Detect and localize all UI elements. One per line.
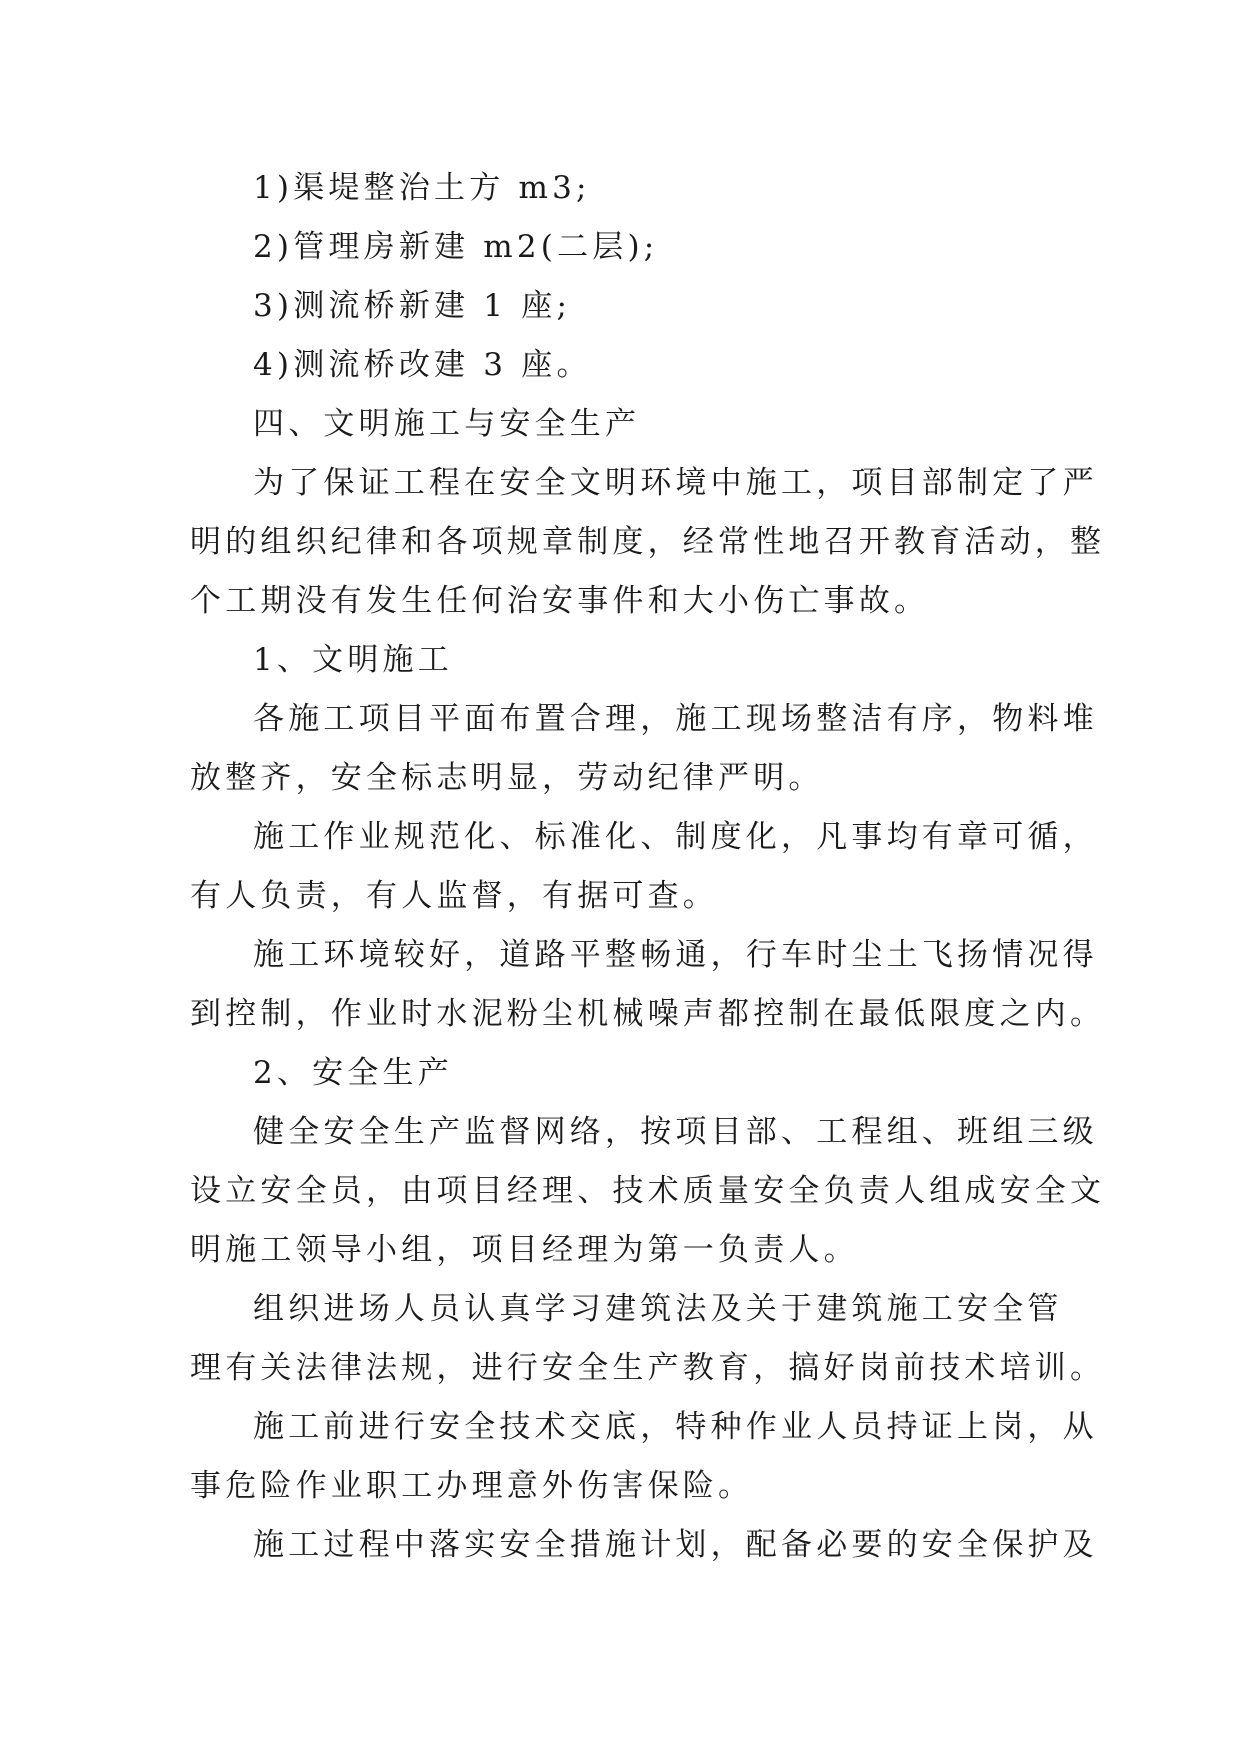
paragraph-line: 事危险作业职工办理意外伤害保险。	[190, 1468, 754, 1504]
paragraph-line: 各施工项目平面布置合理，施工现场整洁有序，物料堆	[253, 701, 1098, 737]
paragraph-line: 到控制，作业时水泥粉尘机械噪声都控制在最低限度之内。	[190, 996, 1106, 1032]
paragraph-line: 组织进场人员认真学习建筑法及关于建筑施工安全管	[253, 1291, 1063, 1327]
paragraph-line: 放整齐，安全标志明显，劳动纪律严明。	[190, 760, 824, 796]
paragraph-line: 明施工领导小组，项目经理为第一负责人。	[190, 1232, 859, 1268]
paragraph-line: 设立安全员，由项目经理、技术质量安全负责人组成安全文	[190, 1173, 1106, 1209]
subsection-heading: 1、文明施工	[253, 642, 453, 678]
paragraph-line: 理有关法律法规，进行安全生产教育，搞好岗前技术培训。	[190, 1350, 1106, 1386]
paragraph-line: 施工环境较好，道路平整畅通，行车时尘土飞扬情况得	[253, 937, 1098, 973]
paragraph-line: 健全安全生产监督网络，按项目部、工程组、班组三级	[253, 1114, 1098, 1150]
paragraph-line: 有人负责，有人监督，有据可查。	[190, 878, 718, 914]
section-heading: 四、文明施工与安全生产	[253, 406, 641, 442]
paragraph-line: 施工过程中落实安全措施计划，配备必要的安全保护及	[253, 1527, 1098, 1563]
list-item: 3)测流桥新建 1 座;	[253, 288, 572, 324]
paragraph-line: 为了保证工程在安全文明环境中施工，项目部制定了严	[253, 465, 1098, 501]
paragraph-line: 明的组织纪律和各项规章制度，经常性地召开教育活动，整	[190, 524, 1106, 560]
list-item: 4)测流桥改建 3 座。	[253, 347, 592, 383]
list-item: 1)渠堤整治土方 m3;	[253, 170, 591, 206]
paragraph-line: 施工作业规范化、标准化、制度化，凡事均有章可循，	[253, 819, 1098, 855]
paragraph-line: 个工期没有发生任何治安事件和大小伤亡事故。	[190, 583, 930, 619]
paragraph-line: 施工前进行安全技术交底，特种作业人员持证上岗，从	[253, 1409, 1098, 1445]
subsection-heading: 2、安全生产	[253, 1055, 453, 1091]
list-item: 2)管理房新建 m2(二层);	[253, 229, 659, 265]
